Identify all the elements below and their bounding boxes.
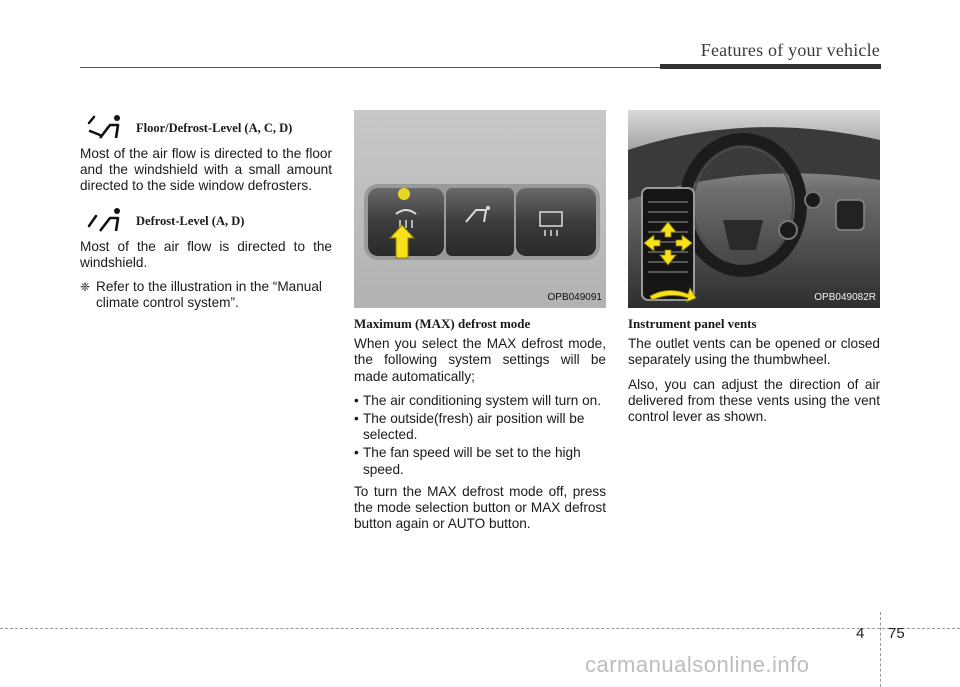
footer-vertical-dash bbox=[880, 612, 881, 687]
right-column bbox=[628, 110, 880, 433]
defrost-heading bbox=[80, 203, 332, 239]
footer-dashed-rule bbox=[0, 628, 960, 629]
max-defrost-intro: When you select the MAX defrost mode, the following system settings will be made automatically; bbox=[354, 336, 606, 384]
defrost-text: Most of the air flow is directed to the windshield. bbox=[80, 238, 332, 270]
bullet-text: The outside(fresh) air position will be selected. bbox=[363, 411, 585, 443]
max-defrost-title: Maximum (MAX) defrost mode bbox=[354, 316, 531, 331]
chapter-number: 4 bbox=[856, 625, 865, 642]
page-header-title: Features of your vehicle bbox=[700, 40, 880, 60]
reference-note bbox=[80, 279, 332, 311]
defrost-title: Defrost-Level (A, D) bbox=[136, 213, 245, 228]
middle-column bbox=[354, 110, 606, 540]
list-item: • The fan speed will be set to the high speed. bbox=[354, 445, 606, 477]
floor-defrost-mode-icon bbox=[86, 113, 126, 143]
figure-code-instrument-panel: OPB049082R bbox=[814, 291, 876, 303]
figure-code-max-defrost: OPB049091 bbox=[547, 291, 602, 303]
page-number: 75 bbox=[888, 625, 905, 642]
panel-vents-para2: Also, you can adjust the direction of air delivered from these vents using the vent control lever as shown. bbox=[628, 376, 880, 425]
left-column bbox=[80, 110, 332, 311]
site-watermark: carmanualsonline.info bbox=[585, 652, 810, 677]
list-item: • The air conditioning system will turn on. bbox=[354, 392, 601, 408]
list-item: • The outside(fresh) air position will be selected. bbox=[354, 411, 606, 443]
header-accent-bar bbox=[660, 64, 881, 69]
floor-defrost-heading bbox=[80, 110, 332, 146]
max-defrost-bullets bbox=[354, 393, 606, 478]
defrost-mode-icon bbox=[86, 206, 126, 236]
max-defrost-outro: To turn the MAX defrost mode off, press the mode selection button or MAX defrost button again or AUTO button. bbox=[354, 483, 606, 532]
bullet-text: The fan speed will be set to the high speed. bbox=[363, 445, 581, 477]
panel-vents-title: Instrument panel vents bbox=[628, 316, 757, 331]
floor-defrost-text: Most of the air flow is directed to the floor and the windshield with a small amount directed to the side window defrosters. bbox=[80, 146, 332, 194]
defrost-buttons-illustration bbox=[354, 110, 606, 308]
defrost-buttons-figure bbox=[354, 110, 606, 308]
panel-vents-para1: The outlet vents can be opened or closed separately using the thumbwheel. bbox=[628, 336, 880, 368]
note-mark-icon: ❈ bbox=[80, 280, 91, 295]
note-text: Refer to the illustration in the “Manual climate control system”. bbox=[96, 279, 322, 311]
floor-defrost-title: Floor/Defrost-Level (A, C, D) bbox=[136, 120, 293, 135]
instrument-panel-illustration bbox=[628, 110, 880, 308]
instrument-panel-figure bbox=[628, 110, 880, 308]
bullet-text: The air conditioning system will turn on. bbox=[363, 392, 601, 408]
